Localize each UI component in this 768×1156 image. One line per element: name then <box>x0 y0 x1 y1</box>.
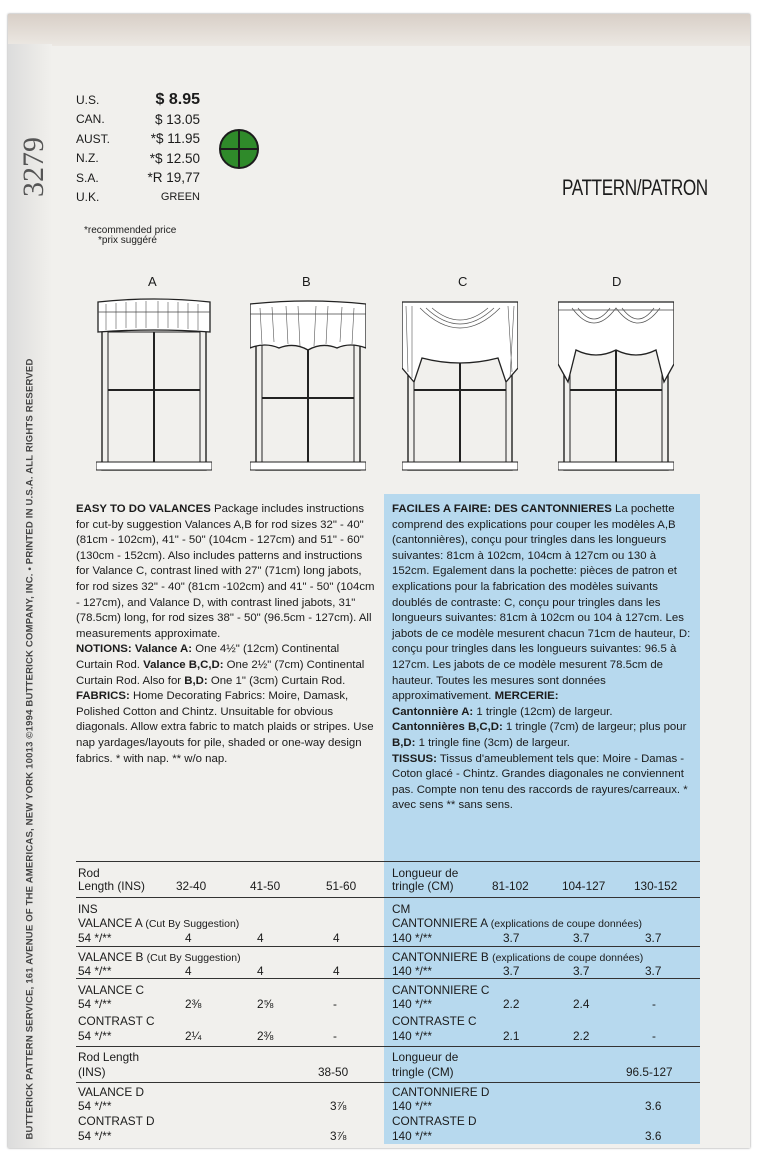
tissus-text: Tissus d'ameublement tels que: Moire - Damas - Coton glacé - Chintz. Grandes diagonales ne conviennent pas. Compte non tenu des raccords de rayures/carreaux. * avec sens ** sans sens. <box>392 752 688 812</box>
size-header: 51-60 <box>326 879 357 893</box>
price-row <box>76 188 200 208</box>
yardage-value: 2¼ <box>185 1029 202 1043</box>
mercerie-bcd: 1 tringle (7cm) de largeur; plus pour <box>502 721 687 734</box>
row-label: CONTRAST C <box>78 1014 155 1028</box>
yardage-value: 4 <box>185 964 192 978</box>
size-header: 32-40 <box>176 879 207 893</box>
yardage-value: 4 <box>257 931 264 945</box>
price-row <box>76 110 200 130</box>
yardage-value: 3.7 <box>645 931 662 945</box>
yardage-value: 2.1 <box>503 1029 520 1043</box>
yardage-value: 3⅞ <box>330 1099 347 1113</box>
yardage-value: 3.6 <box>645 1099 662 1113</box>
view-label-d: D <box>612 274 622 289</box>
size-header: 130-152 <box>634 879 678 893</box>
row-label: VALANCE C <box>78 983 144 997</box>
mercerie-bcd-label: Cantonnières B,C,D: <box>392 721 503 734</box>
yardage-value: 4 <box>185 931 192 945</box>
view-label-c: C <box>458 274 468 289</box>
valance-d-illustration <box>558 298 674 474</box>
row-note: (Cut By Suggestion) <box>146 952 241 964</box>
fabric-width: 54 */** <box>78 931 112 945</box>
publisher-imprint: BUTTERICK PATTERN SERVICE, 161 AVENUE OF THE AMERICAS, NEW YORK 10013 ©1994 BUTTERICK COMPANY, INC. • PRINTED IN U.S.A. ALL RIGHTS RESERVED <box>24 358 36 1140</box>
row-label: VALANCE B <box>78 950 144 964</box>
country: S.A. <box>76 170 99 185</box>
yardage-value: - <box>652 997 656 1011</box>
tringle-label: tringle (CM) <box>392 879 454 893</box>
table-rule <box>76 978 700 979</box>
side-strip <box>8 44 52 1148</box>
size-header: 104-127 <box>562 879 606 893</box>
green-globe-icon <box>219 129 259 169</box>
rod-ins-label: (INS) <box>78 1065 106 1079</box>
yardage-value: - <box>652 1029 656 1043</box>
row-label: CANTONNIERE D <box>392 1085 490 1099</box>
yardage-value: 3.7 <box>503 964 520 978</box>
view-label-b: B <box>302 274 311 289</box>
yardage-value: 4 <box>333 931 340 945</box>
price-row <box>76 168 200 188</box>
pattern-title: PATTERN/PATRON <box>562 175 708 200</box>
yardage-value: 2⅜ <box>257 1029 274 1043</box>
row-label: CONTRASTE C <box>392 1014 477 1028</box>
yardage-value: 3.7 <box>573 964 590 978</box>
english-heading: EASY TO DO VALANCES <box>76 503 211 515</box>
yardage-value: 3.6 <box>645 1129 662 1143</box>
valance-c-illustration <box>402 298 518 474</box>
valance-a-illustration <box>96 298 212 474</box>
row-label: CANTONNIERE B <box>392 950 489 964</box>
tringle-label: tringle (CM) <box>392 1065 454 1079</box>
mercerie-bd: 1 tringle fine (3cm) de largeur. <box>415 736 570 749</box>
view-label-a: A <box>148 274 157 289</box>
row-label: VALANCE A <box>78 916 143 930</box>
price: GREEN <box>160 191 200 204</box>
english-description <box>76 502 378 767</box>
price: *$ 12.50 <box>149 150 200 166</box>
size-header: 41-50 <box>250 879 281 893</box>
french-heading: FACILES A FAIRE: DES CANTONNIERES <box>392 503 612 515</box>
notions-heading: NOTIONS: <box>76 643 132 656</box>
price-table <box>76 90 200 207</box>
fabric-width: 140 */** <box>392 1029 433 1043</box>
mercerie-bd-label: B,D: <box>392 736 416 749</box>
row-note: (explications de coupe données) <box>490 918 642 930</box>
country: U.S. <box>76 92 100 107</box>
row-label: CANTONNIERE A <box>392 916 488 930</box>
yardage-value: 2⅜ <box>185 997 202 1011</box>
table-rule <box>76 1082 700 1083</box>
price: $ 8.95 <box>155 90 200 108</box>
size-header: 81-102 <box>492 879 529 893</box>
valance-b-illustration <box>250 298 366 474</box>
cantonniere-a-row <box>392 917 642 931</box>
fabric-width: 54 */** <box>78 997 112 1011</box>
table-header-rule <box>76 897 700 898</box>
fabric-width: 140 */** <box>392 997 433 1011</box>
fabric-width: 54 */** <box>78 1029 112 1043</box>
table-rule <box>76 946 700 947</box>
yardage-value: 2.4 <box>573 997 590 1011</box>
size-header: 96.5-127 <box>626 1065 673 1079</box>
fabric-width: 140 */** <box>392 964 433 978</box>
fabric-width: 54 */** <box>78 1129 112 1143</box>
country: AUST. <box>76 131 111 146</box>
rod-length-label: Rod Length <box>78 1050 140 1064</box>
row-label: CANTONNIERE C <box>392 983 490 997</box>
suggested-price-label: *prix suggéré <box>98 235 157 246</box>
price: *$ 11.95 <box>150 131 200 147</box>
row-note: (explications de coupe données) <box>492 952 644 964</box>
fabric-width: 54 */** <box>78 1099 112 1113</box>
price-row <box>76 129 200 149</box>
longueur-label: Longueur de <box>392 866 459 880</box>
mercerie-a-label: Cantonnière A: <box>392 705 474 718</box>
english-intro: Package includes instructions for cut-by suggestion Valances A,B for rod sizes 32" - 40" (81cm - 102cm), 41" - 50" (104cm - 127cm) and 51" - 60" (130cm - 152cm). Also includes patterns and instructions for Valance C, contrast lined with 27" (71cm) long jabots, for rod sizes 32" - 40" (81cm -102cm) and 41" - 50" (104cm - 127cm), and Valance D, with contrast lined jabots, 31" (78.5cm) long, for rod sizes 38" - 50" (96.5cm - 127cm). All measurements approximate. <box>76 503 375 640</box>
row-label: VALANCE D <box>78 1085 144 1099</box>
rod-label: Rod <box>78 866 100 880</box>
yardage-value: 3.7 <box>645 964 662 978</box>
yardage-value: 3.7 <box>573 931 590 945</box>
price: $ 13.05 <box>154 111 200 127</box>
yardage-value: 3⅞ <box>330 1129 347 1143</box>
price-row <box>76 90 200 110</box>
price: *R 19,77 <box>147 170 200 186</box>
yardage-value: 2.2 <box>573 1029 590 1043</box>
french-intro: La pochette comprend des explications pour couper les modèles A,B (cantonnières), conçu pour tringles dans les longueurs suivantes: 81cm à 102cm, 104cm à 127cm ou 130 à 152cm. Egalement dans la pochette: pièces de patron et explications pour la fabrication des modèles suivants doublés de contraste: C, conçu pour tringles dans les longueurs suivantes: 81cm à 102cm ou 104 à 127cm. Les jabots de ce modèle mesurent chacun 71cm de hauteur, D: conçu pour tringles dans les longueurs suivantes: 96.5 à 127cm. Les jabots de ce modèle mesurent 78.5cm de hauteur. Toutes les mesures sont données approximativement. <box>392 503 691 703</box>
yardage-value: - <box>333 997 337 1011</box>
mercerie-a: 1 tringle (12cm) de largeur. <box>473 705 613 718</box>
table-rule <box>76 1046 700 1047</box>
country: CAN. <box>76 112 105 127</box>
yardage-value: 2⅝ <box>257 997 274 1011</box>
pattern-number: 3279 <box>17 137 50 197</box>
tissus-heading: TISSUS: <box>392 752 437 765</box>
yardage-value: 2.2 <box>503 997 520 1011</box>
yardage-value: 3.7 <box>503 931 520 945</box>
yardage-value: 4 <box>333 964 340 978</box>
yardage-value: - <box>333 1029 337 1043</box>
notions-bd-label: B,D: <box>181 674 208 687</box>
fabrics-text: Home Decorating Fabrics: Moire, Damask, Polished Cotton and Chintz. Unsuitable for obvious diagonals. Allow extra fabric to match plaids or stripes. Use nap yardages/layouts for pile, shaded or one-way design fabrics. * with nap. ** w/o nap. <box>76 690 374 765</box>
country: U.K. <box>76 190 100 205</box>
cm-label: CM <box>392 902 411 916</box>
row-note: (Cut By Suggestion) <box>145 918 240 930</box>
notions-a-label: Valance A: <box>131 643 193 656</box>
recommended-note <box>84 226 176 246</box>
fabrics-heading: FABRICS: <box>76 690 130 703</box>
recommended-price-label: *recommended price <box>84 225 177 236</box>
price-row <box>76 149 200 169</box>
valance-b-row <box>78 951 241 965</box>
notions-bd: One 1" (3cm) Curtain Rod. <box>207 674 346 687</box>
yardage-value: 4 <box>257 964 264 978</box>
ins-label: INS <box>78 902 98 916</box>
row-label: CONTRAST D <box>78 1114 155 1128</box>
country: N.Z. <box>76 151 99 166</box>
fabric-width: 54 */** <box>78 964 112 978</box>
mercerie-heading: MERCERIE: <box>494 690 559 703</box>
fabric-width: 140 */** <box>392 931 433 945</box>
torn-top-edge <box>8 14 750 46</box>
table-top-rule <box>76 861 700 862</box>
valance-a-row <box>78 917 239 931</box>
notions-bcd: One 2½" (7cm) Continental Curtain Rod. Also for <box>76 658 365 687</box>
longueur-label: Longueur de <box>392 1050 459 1064</box>
fabric-width: 140 */** <box>392 1129 433 1143</box>
fabric-width: 140 */** <box>392 1099 433 1113</box>
notions-a: One 4½" (12cm) Continental Curtain Rod. <box>76 643 340 671</box>
length-label: Length (INS) <box>78 879 145 893</box>
french-description <box>384 494 700 862</box>
notions-bcd-label: Valance B,C,D: <box>139 658 224 671</box>
row-label: CONTRASTE D <box>392 1114 477 1128</box>
size-header: 38-50 <box>318 1065 349 1079</box>
cantonniere-b-row <box>392 951 643 965</box>
